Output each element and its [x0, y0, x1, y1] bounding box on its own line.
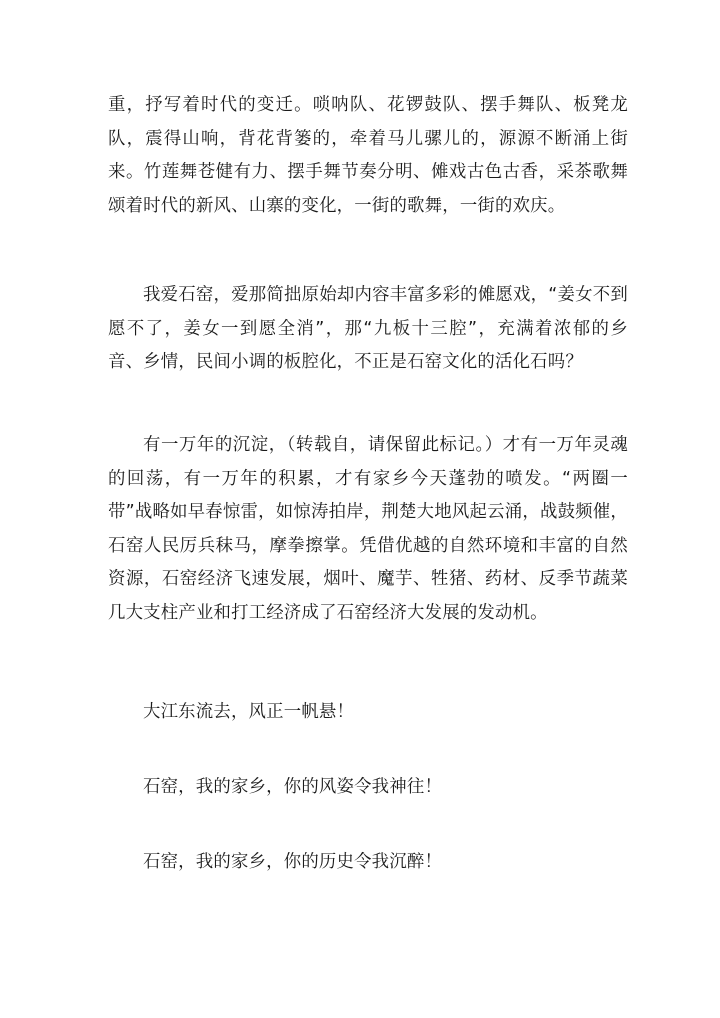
paragraph-hometown-charm: 石窑，我的家乡，你的风姿令我神往！: [143, 777, 443, 797]
paragraph-continuation: 重，抒写着时代的变迁。唢呐队、花锣鼓队、摆手舞队、板凳龙队，震得山响，背花背篓的，牵着马儿骡儿的，源源不断涌上街来。竹莲舞苍健有力、摆手舞节奏分明、傩戏古色古香，采茶歌舞颂着时代的新风、山寨的变化，一街的歌舞，一街的欢庆。: [108, 95, 628, 216]
paragraph-nuo-opera: 我爱石窑，爱那简拙原始却内容丰富多彩的傩愿戏，“姜女不到愿不了，姜女一到愿全消”，那“九板十三腔”，充满着浓郁的乡音、乡情，民间小调的板腔化，不正是石窑文化的活化石吗？: [108, 285, 628, 372]
paragraph-hometown-history: 石窑，我的家乡，你的历史令我沉醉！: [143, 852, 443, 872]
paragraph-river: 大江东流去，风正一帆悬！: [143, 702, 355, 722]
paragraph-development: 有一万年的沉淀，（转载自，请保留此标记。）才有一万年灵魂的回荡，有一万年的积累，才有家乡今天蓬勃的喷发。“两圈一带”战略如早春惊雷，如惊涛拍岸，荆楚大地风起云涌，战鼓频催，石窑人民厉兵秣马，摩拳擦掌。凭借优越的自然环境和丰富的自然资源，石窑经济飞速发展，烟叶、魔芋、牲猪、药材、反季节蔬菜几大支柱产业和打工经济成了石窑经济大发展的发动机。: [108, 435, 628, 623]
